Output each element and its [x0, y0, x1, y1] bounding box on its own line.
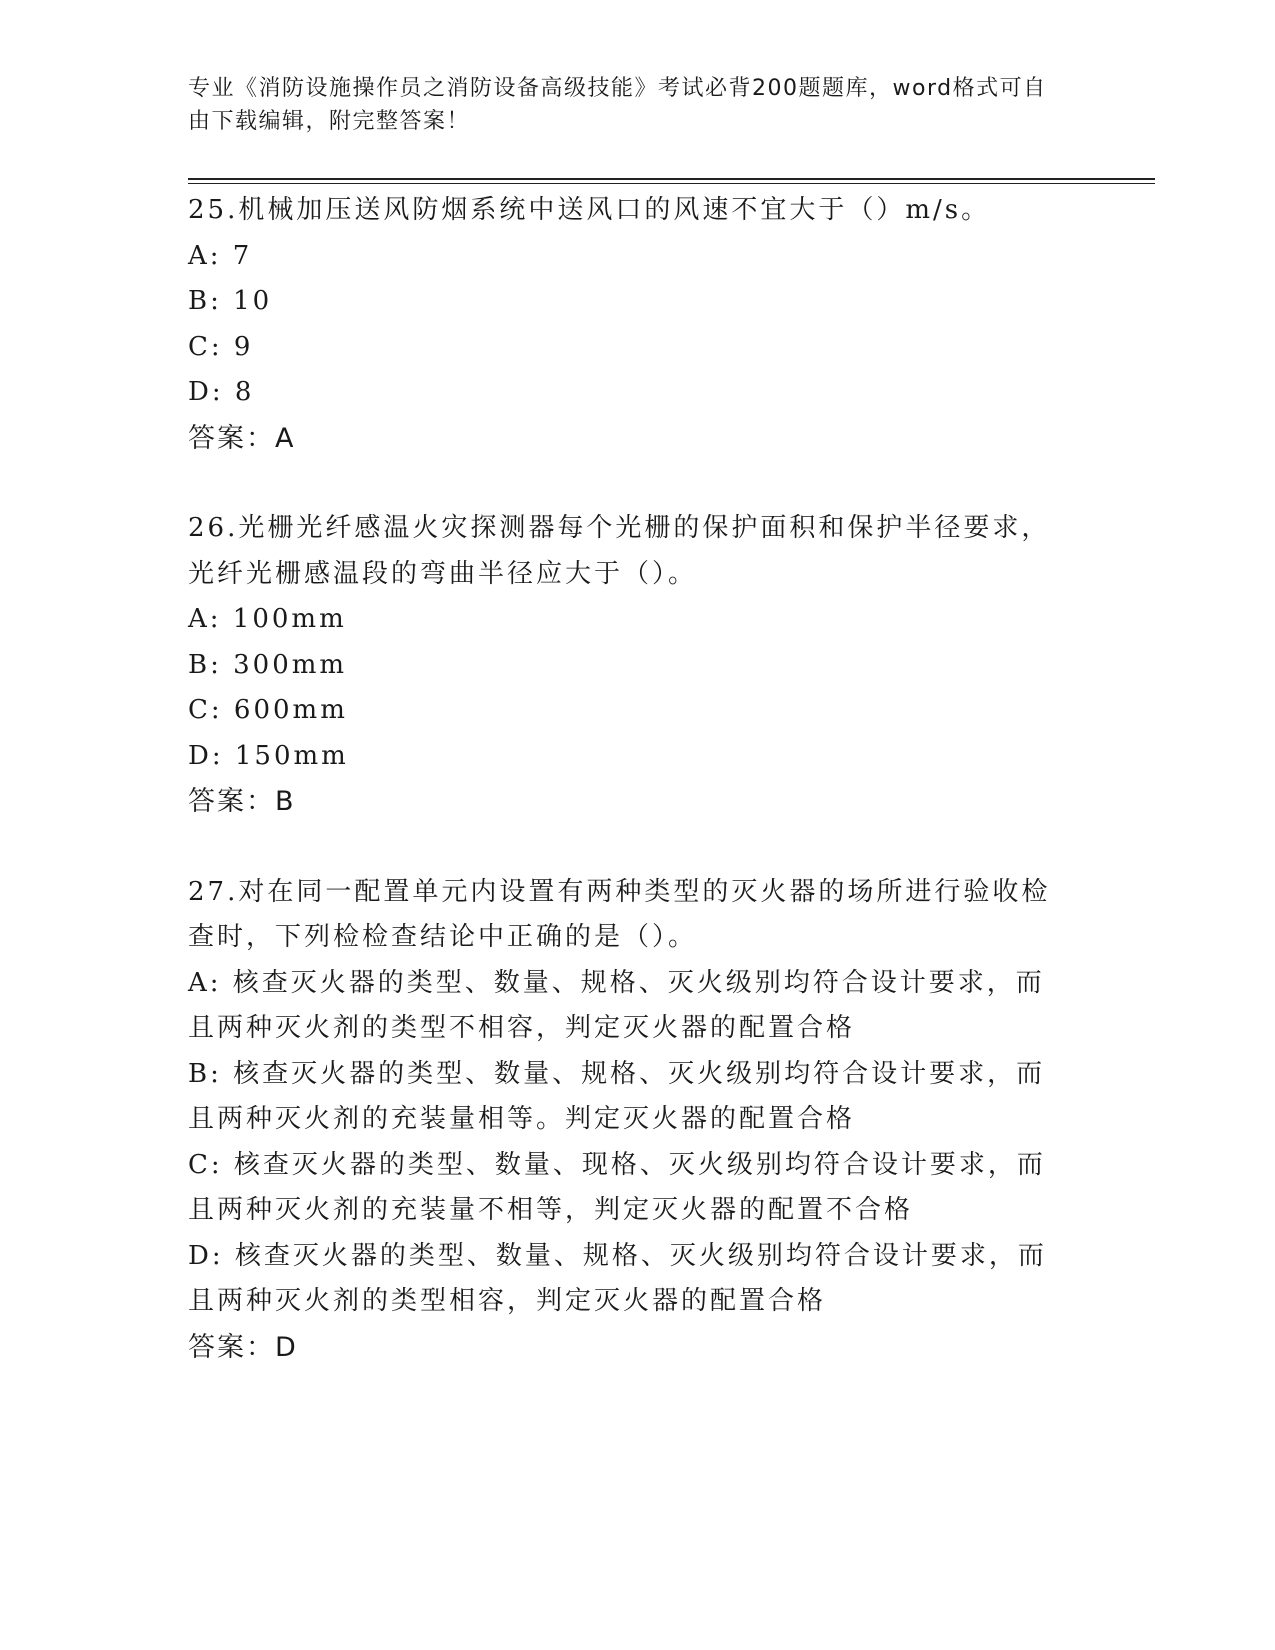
option-d: D: 150mm: [188, 740, 349, 771]
question-list: [188, 188, 1068, 1370]
question-spacer: [188, 461, 1068, 506]
answer-label: 答案：D: [188, 1331, 298, 1363]
option-b: B: 300mm: [188, 649, 348, 680]
question-25: [188, 188, 1068, 461]
question-spacer: [188, 825, 1068, 870]
header-divider-thick: [188, 178, 1155, 180]
option-a: A: 100mm: [188, 604, 347, 634]
question-stem: 26.光栅光纤感温火灾探测器每个光栅的保护面积和保护半径要求，光纤光栅感温段的弯曲半径应大于（）。: [188, 513, 1051, 589]
option-c: C: 600mm: [188, 695, 348, 725]
header-divider-thin: [188, 183, 1155, 184]
document-header: 专业《消防设施操作员之消防设备高级技能》考试必背200题题库，word格式可自由下载编辑，附完整答案！: [188, 76, 1047, 134]
option-b: B: 核查灭火器的类型、数量、规格、灭火级别均符合设计要求，而且两种灭火剂的充装量相等。判定灭火器的配置合格: [188, 1058, 1046, 1134]
question-26: [188, 506, 1068, 825]
option-a: A: 7: [188, 240, 253, 271]
option-d: D: 核查灭火器的类型、数量、规格、灭火级别均符合设计要求，而且两种灭火剂的类型相容，判定灭火器的配置合格: [188, 1240, 1047, 1316]
option-c: C: 核查灭火器的类型、数量、现格、灭火级别均符合设计要求，而且两种灭火剂的充装量不相等，判定灭火器的配置不合格: [188, 1149, 1046, 1225]
option-a: A: 核查灭火器的类型、数量、规格、灭火级别均符合设计要求，而且两种灭火剂的类型不相容，判定灭火器的配置合格: [188, 967, 1045, 1043]
answer-label: 答案：A: [188, 422, 296, 454]
option-b: B: 10: [188, 286, 273, 316]
question-stem: 25.机械加压送风防烟系统中送风口的风速不宜大于（）m/s。: [188, 195, 991, 225]
question-stem: 27.对在同一配置单元内设置有两种类型的灭火器的场所进行验收检查时，下列检检查结论中正确的是（）。: [188, 876, 1051, 952]
question-27: [188, 870, 1068, 1371]
option-c: C: 9: [188, 331, 254, 362]
option-d: D: 8: [188, 377, 255, 407]
answer-label: 答案：B: [188, 786, 296, 817]
